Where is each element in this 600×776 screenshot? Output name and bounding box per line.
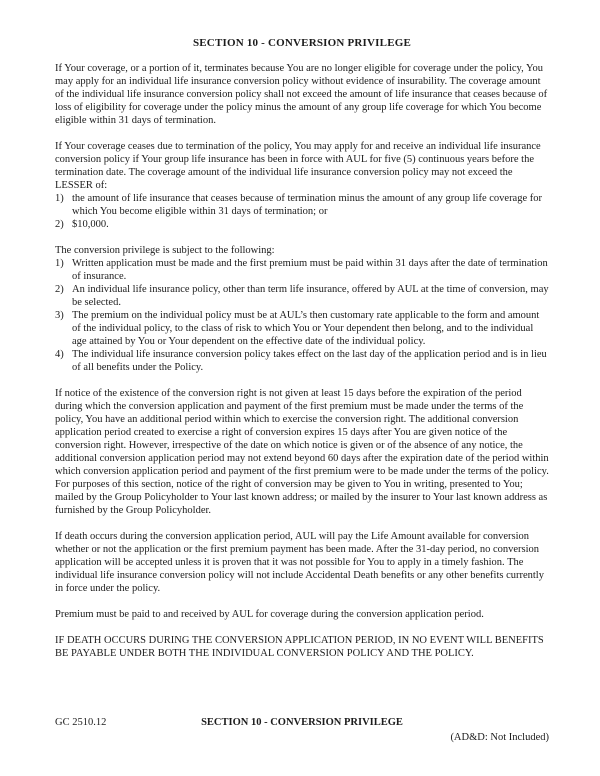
paragraph-death-during-period: If death occurs during the conversion application period, AUL will pay the Life Amount available for conversion whether or not the application or the first premium payment has been made. After the 31-day period, no conversion application will be accepted unless it is proven that it was not possible for You to apply in a timely fashion. The individual life insurance conversion policy will not include Accidental Death benefits or any other benefits currently in force under the policy.	[55, 531, 544, 594]
list-item-number: 4)	[55, 349, 64, 360]
paragraph-premium-payment: Premium must be paid to and received by AUL for coverage during the conversion application period.	[55, 609, 484, 620]
list-item-number: 2)	[55, 284, 64, 295]
footer-section-title: SECTION 10 - CONVERSION PRIVILEGE	[201, 717, 403, 728]
list-item	[55, 309, 549, 348]
footer-doc-code: GC 2510.12	[55, 717, 107, 728]
footer-adnd-note: (AD&D: Not Included)	[450, 732, 549, 743]
lesser-of-list	[55, 192, 549, 231]
paragraph-eligibility-termination: If Your coverage, or a portion of it, terminates because You are no longer eligible for coverage under the policy, You may apply for an individual life insurance conversion policy without evidence of insurability. The coverage amount of the individual life insurance conversion policy shall not exceed the amount of life insurance that ceases because of loss of eligibility for coverage under the policy minus the amount of any group life coverage for which You become eligible within 31 days of termination.	[55, 63, 548, 126]
paragraph-no-double-benefits: IF DEATH OCCURS DURING THE CONVERSION APPLICATION PERIOD, IN NO EVENT WILL BENEFITS BE PAYABLE UNDER BOTH THE INDIVIDUAL CONVERSION POLICY AND THE POLICY.	[55, 635, 544, 659]
list-item-text: Written application must be made and the first premium must be paid within 31 days after the date of termination of insurance.	[72, 258, 548, 282]
list-item-text: The individual life insurance conversion policy takes effect on the last day of the application period and is in lieu of all benefits under the Policy.	[72, 349, 547, 373]
list-item-number: 2)	[55, 219, 64, 230]
list-item	[55, 348, 549, 374]
list-item	[55, 283, 549, 309]
paragraph-policy-termination-intro: If Your coverage ceases due to termination of the policy, You may apply for and receive an individual life insurance conversion policy if Your group life insurance has been in force with AUL for five (5) continuous years before the termination date. The coverage amount of the individual life insurance conversion policy may not exceed the LESSER of:	[55, 141, 541, 191]
list-item-text: The premium on the individual policy must be at AUL’s then customary rate applicable to the form and amount of the individual policy, to the class of risk to which You or Your dependent then belong, and to the individual age attained by You or Your dependent on the effective date of the individual policy.	[72, 310, 540, 347]
list-item	[55, 257, 549, 283]
list-item	[55, 192, 549, 218]
paragraph-privilege-intro: The conversion privilege is subject to the following:	[55, 245, 275, 256]
list-item-number: 1)	[55, 193, 64, 204]
paragraph-notice-period: If notice of the existence of the conversion right is not given at least 15 days before the expiration of the period during which the conversion application and payment of the first premium must be made under the terms of the policy, You have an additional period within which to exercise the conversion right. The additional conversion application period created to exercise a right of conversion expires 15 days after You are given notice of the conversion right. However, irrespective of the date on which notice is given or of the absence of any notice, the additional conversion application period may not extend beyond 60 days after the expiration date of the period within which conversion application period and payment of the first premium were to be made under the terms of the policy. For purposes of this section, notice of the right of conversion may be given to You in writing, presented to You; mailed by the Group Policyholder to Your last known address; or mailed by the insurer to Your last known address as furnished by the Group Policyholder.	[55, 388, 549, 516]
list-item-text: $10,000.	[72, 219, 109, 230]
list-item-number: 3)	[55, 310, 64, 321]
privilege-conditions-list	[55, 257, 549, 374]
list-item-number: 1)	[55, 258, 64, 269]
list-item	[55, 218, 549, 231]
section-title: SECTION 10 - CONVERSION PRIVILEGE	[192, 37, 412, 49]
list-item-text: An individual life insurance policy, other than term life insurance, offered by AUL at the time of conversion, may be selected.	[72, 284, 549, 308]
list-item-text: the amount of life insurance that ceases because of termination minus the amount of any group life coverage for which You become eligible within 31 days of termination; or	[72, 193, 542, 217]
page-footer	[55, 716, 549, 729]
document-content	[55, 37, 549, 660]
